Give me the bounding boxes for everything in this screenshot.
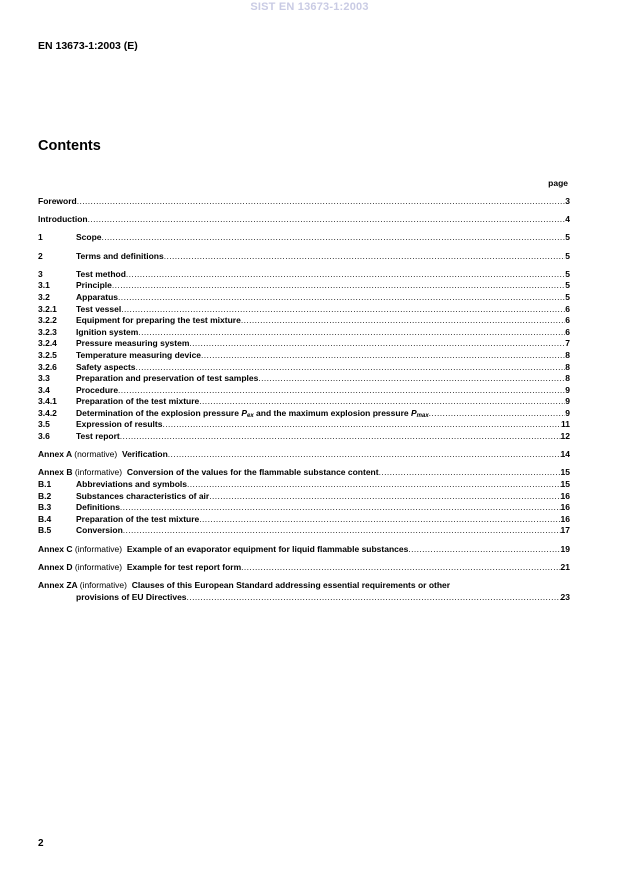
toc-title: Annex B (informative) Conversion of the values for the flammable substance content [38,467,379,478]
toc-number: B.5 [38,525,52,536]
toc-title: Annex ZA (informative) Clauses of this European Standard addressing essential requirements or other [38,579,451,590]
toc-entry-3-4-1[interactable] [38,396,570,408]
toc-entry-3-2[interactable] [38,292,570,304]
toc-entry-annex-b[interactable] [38,467,570,479]
annex-label: Annex D [38,561,73,572]
toc-page: 8 [565,349,570,360]
toc-number: 3.2.2 [38,315,57,326]
toc-entry-foreword[interactable] [38,196,570,208]
toc-page: 9 [565,384,570,395]
toc-number: 3.2 [38,291,50,302]
toc-title: Preparation of the test mixture [76,396,200,407]
toc-page: 12 [560,431,570,442]
toc-title: Conversion [76,525,123,536]
toc-number: 3.1 [38,280,50,291]
annex-kind: (normative) [74,449,118,460]
annex-label: Annex A [38,449,72,460]
toc-title-continuation: provisions of EU Directives [76,591,187,602]
toc-page: 11 [561,419,570,430]
toc-number: 3.2.5 [38,349,57,360]
toc-page: 16 [560,513,570,524]
toc-title: Equipment for preparing the test mixture [76,315,241,326]
toc-page: 19 [560,543,570,554]
toc-title: Safety aspects [76,361,136,372]
toc-page: 14 [560,449,570,460]
toc-number: 3.6 [38,431,50,442]
toc-page: 17 [560,525,570,536]
toc-title: Procedure [76,384,119,395]
toc-title: Foreword [38,196,77,206]
toc-title: Substances characteristics of air [76,490,210,501]
toc-entry-b-5[interactable] [38,525,570,537]
toc-page: 23 [560,591,570,602]
toc-title: Annex D (informative) Example for test report form [38,561,242,572]
toc-number: 3.4.1 [38,396,57,407]
toc-title: Pressure measuring system [76,338,190,349]
toc-number: 3 [38,268,43,279]
toc-entry-3-1[interactable] [38,280,570,292]
toc-page: 7 [565,338,570,349]
toc-title: Test method [76,268,126,279]
toc-page: 5 [565,268,570,279]
toc-page: 6 [565,315,570,326]
toc-entry-annex-d[interactable] [38,562,570,574]
annex-label: Annex C [38,543,73,554]
footer-page-number: 2 [38,838,44,849]
toc-title: Test vessel [76,303,122,314]
toc-entry-3-2-5[interactable] [38,350,570,362]
watermark: SIST EN 13673-1:2003 [250,1,369,13]
toc-number: 3.2.1 [38,303,57,314]
annex-kind: (informative) [79,579,127,590]
annex-kind: (informative) [74,543,123,554]
toc-title: Terms and definitions [76,250,164,261]
toc-title: Annex C (informative) Example of an evaporator equipment for liquid flammable substances [38,543,409,554]
toc-number: 1 [38,232,43,243]
toc-entry-3-2-4[interactable] [38,338,570,350]
toc-entry-3-6[interactable] [38,431,570,443]
document-id: EN 13673-1:2003 (E) [38,40,138,52]
toc-entry-b-4[interactable] [38,514,570,526]
toc-page: 5 [565,250,570,261]
toc-title: Determination of the explosion pressure $P_{ex}$ and the maximum explosion pressure $P_{max}$ [76,407,429,419]
toc-title: Apparatus [76,291,119,302]
toc-entry-3-2-2[interactable] [38,315,570,327]
toc-title: Scope [76,232,102,243]
toc-page: 6 [565,303,570,314]
toc-title: Preparation and preservation of test samples [76,373,259,384]
toc-entry-3[interactable] [38,269,570,281]
toc-entry-3-2-1[interactable] [38,304,570,316]
toc-title: Definitions [76,502,120,513]
toc-entry-3-2-3[interactable] [38,327,570,339]
annex-label: Annex B [38,467,73,478]
toc-number: 3.4.2 [38,407,57,418]
toc-page: 15 [560,467,570,478]
toc-number: 3.2.4 [38,338,57,349]
toc-entry-3-5[interactable] [38,419,570,431]
toc-entry-3-4[interactable] [38,385,570,397]
toc-entry-3-2-6[interactable] [38,362,570,374]
toc-title: Ignition system [76,326,139,337]
annex-kind: (informative) [74,561,123,572]
toc-number: B.4 [38,513,52,524]
toc-entry-b-3[interactable] [38,502,570,514]
toc-entry-annex-c[interactable] [38,544,570,556]
toc-page: 6 [565,326,570,337]
toc-entry-2[interactable] [38,251,570,263]
toc-number: B.2 [38,490,52,501]
toc-page: 3 [565,196,570,206]
toc-entry-3-4-2[interactable] [38,408,570,420]
annex-kind: (informative) [74,467,123,478]
toc-entry-annex-za-continued[interactable] [38,592,570,604]
toc-page: 5 [565,280,570,291]
toc-number: B.1 [38,479,52,490]
toc-title: Expression of results [76,419,163,430]
toc-entry-b-1[interactable] [38,479,570,491]
toc-page: 21 [560,561,570,572]
toc-page: 5 [565,232,570,243]
toc-entry-b-2[interactable] [38,491,570,503]
toc-title: Introduction [38,214,88,225]
toc-entry-annex-za[interactable] [38,580,570,592]
toc-page: 9 [565,396,570,407]
toc-number: 2 [38,250,43,261]
toc-number: 3.2.3 [38,326,57,337]
toc-entry-introduction[interactable] [38,214,570,226]
toc-page: 15 [560,479,570,490]
toc-title: Abbreviations and symbols [76,479,187,490]
toc-page: 4 [565,214,570,225]
toc-page: 5 [565,291,570,302]
annex-label: Annex ZA [38,579,78,590]
toc-entry-annex-a[interactable] [38,449,570,461]
toc-number: 3.4 [38,384,50,395]
toc-title: Test report [76,431,120,442]
toc-number: 3.3 [38,373,50,384]
contents-heading: Contents [38,138,101,154]
toc-entry-1[interactable] [38,232,570,244]
toc-title: Preparation of the test mixture [76,513,200,524]
toc-number: 3.5 [38,419,50,430]
toc-number: B.3 [38,502,52,513]
toc-page: 16 [560,502,570,513]
toc-number: 3.2.6 [38,361,57,372]
toc-entry-3-3[interactable] [38,373,570,385]
table-of-contents [38,196,570,603]
page-column-label: page [548,178,568,188]
toc-page: 9 [565,407,570,418]
toc-title: Temperature measuring device [76,349,202,360]
toc-page: 8 [565,373,570,384]
toc-page: 8 [565,361,570,372]
toc-title: Annex A (normative) Verification [38,449,168,460]
toc-title: Principle [76,280,112,291]
toc-page: 16 [560,490,570,501]
